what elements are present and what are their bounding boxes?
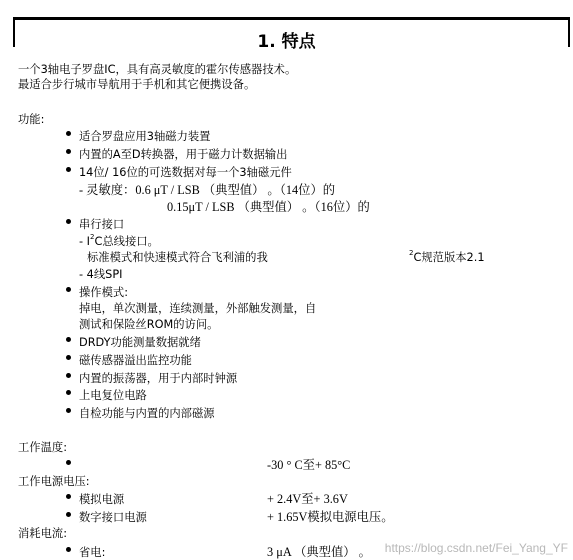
feature-item: 内置的振荡器，用于内部时钟源 xyxy=(79,372,238,385)
current-heading: 消耗电流: xyxy=(18,527,67,540)
power-down-value: 3 μA （典型值） 。 xyxy=(267,545,371,559)
feature-item: DRDY功能测量数据就绪 xyxy=(79,336,201,349)
digital-supply-label: 数字接口电源 xyxy=(79,511,147,524)
feature-item-continuation: 测试和保险丝ROM的访问。 xyxy=(79,318,219,331)
feature-sub-item: 0.15μT / LSB （典型值） 。（16位）的 xyxy=(167,200,370,214)
section-title: 1. 特点 xyxy=(257,32,316,52)
digital-supply-value: + 1.65V模拟电源电压。 xyxy=(267,510,394,524)
analog-supply-label: 模拟电源 xyxy=(79,493,125,506)
bullet-icon xyxy=(66,167,71,172)
intro-line-2: 最适合步行城市导航用于手机和其它便携设备。 xyxy=(18,78,256,91)
bullet-icon xyxy=(66,149,71,154)
bullet-icon xyxy=(66,494,71,499)
power-down-label: 省电: xyxy=(79,546,106,559)
superscript: 2 xyxy=(90,233,95,241)
feature-item: 操作模式: xyxy=(79,286,128,299)
bullet-icon xyxy=(66,287,71,292)
i2c-prefix: - I xyxy=(79,235,90,248)
feature-sub-item xyxy=(79,235,159,250)
bullet-icon xyxy=(66,337,71,342)
voltage-heading: 工作电源电压: xyxy=(18,475,90,488)
bullet-icon xyxy=(66,547,71,552)
bullet-icon xyxy=(66,408,71,413)
feature-sub-item: 标准模式和快速模式符合飞利浦的我 xyxy=(87,251,268,264)
feature-item: 内置的A至D转换器，用于磁力计数据输出 xyxy=(79,148,288,161)
bullet-icon xyxy=(66,460,71,465)
feature-sub-item: - 灵敏度：0.6 μT / LSB （典型值） 。（14位）的 xyxy=(79,183,336,197)
bullet-icon xyxy=(66,219,71,224)
bullet-icon xyxy=(66,512,71,517)
feature-sub-item-tail xyxy=(409,251,485,266)
feature-item: 14位/ 16位的可选数据对每一个3轴磁元件 xyxy=(79,166,292,179)
feature-item: 串行接口 xyxy=(79,218,125,231)
bullet-icon xyxy=(66,390,71,395)
bullet-icon xyxy=(66,131,71,136)
i2c-spec-text: C规范版本2.1 xyxy=(413,251,485,264)
feature-item: 自检功能与内置的内部磁源 xyxy=(79,407,215,420)
watermark: https://blog.csdn.net/Fei_Yang_YF xyxy=(384,541,568,555)
bullet-icon xyxy=(66,355,71,360)
i2c-bus-text: C总线接口。 xyxy=(94,235,159,248)
superscript: 2 xyxy=(409,249,414,257)
feature-item: 上电复位电路 xyxy=(79,389,147,402)
analog-supply-value: + 2.4V至+ 3.6V xyxy=(267,492,348,506)
feature-sub-item: - 4线SPI xyxy=(79,268,123,281)
temperature-value: -30 ° C至+ 85°C xyxy=(267,458,351,472)
intro-line-1: 一个3轴电子罗盘IC，具有高灵敏度的霍尔传感器技术。 xyxy=(18,63,297,76)
temperature-heading: 工作温度: xyxy=(18,441,67,454)
feature-item: 适合罗盘应用3轴磁力装置 xyxy=(79,130,211,143)
feature-item: 磁传感器溢出监控功能 xyxy=(79,354,192,367)
bullet-icon xyxy=(66,373,71,378)
features-heading: 功能: xyxy=(18,113,45,126)
feature-item-continuation: 掉电，单次测量，连续测量，外部触发测量，自 xyxy=(79,302,317,315)
